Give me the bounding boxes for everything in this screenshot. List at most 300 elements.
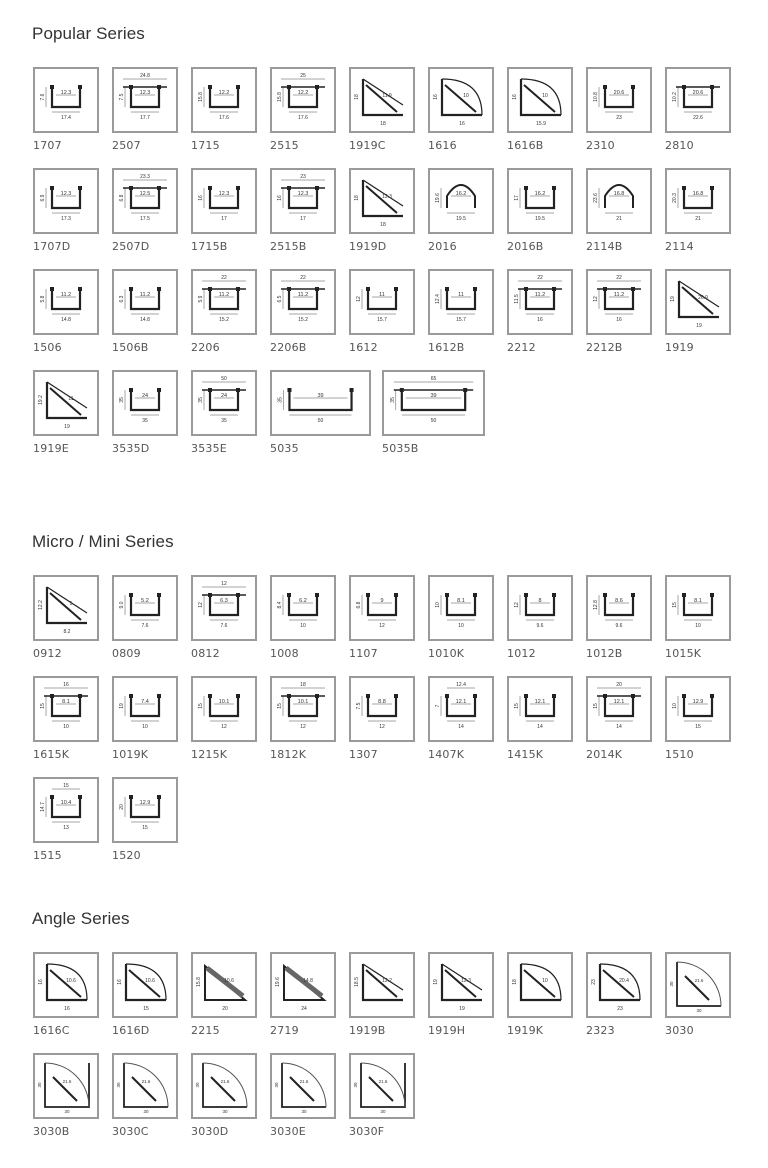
profile-diagram [428, 168, 494, 234]
svg-text:24: 24 [141, 393, 149, 399]
profile-code-label: 0809 [112, 647, 141, 660]
profile-item-1707[interactable] [33, 67, 99, 152]
profile-cross-section-icon [35, 779, 97, 841]
profile-item-3030c[interactable] [112, 1053, 178, 1138]
profile-item-3030f[interactable] [349, 1053, 415, 1138]
svg-text:35: 35 [142, 418, 148, 424]
profile-diagram [665, 952, 731, 1018]
profile-diagram [270, 67, 336, 133]
profile-code-label: 2114 [665, 240, 694, 253]
profile-code-label: 2212B [586, 341, 623, 354]
profile-code-label: 1506 [33, 341, 62, 354]
profile-cross-section-icon [351, 577, 413, 639]
profile-item-1919c[interactable] [349, 67, 415, 152]
profile-diagram [507, 952, 573, 1018]
profile-item-1019k[interactable] [112, 676, 178, 761]
svg-text:14: 14 [458, 724, 464, 730]
profile-item-1012[interactable] [507, 575, 573, 660]
profile-code-label: 3030 [665, 1024, 694, 1037]
svg-text:10.1: 10.1 [297, 699, 309, 705]
profile-item-2323[interactable] [586, 952, 652, 1037]
profile-diagram [112, 1053, 178, 1119]
profile-code-label: 3030F [349, 1125, 385, 1138]
svg-text:30: 30 [222, 1109, 228, 1114]
profile-cross-section-icon [430, 271, 492, 333]
profile-item-2114b[interactable] [586, 168, 652, 253]
profile-diagram [586, 676, 652, 742]
profile-cross-section-icon [667, 678, 729, 740]
profile-code-label: 2719 [270, 1024, 299, 1037]
svg-text:14.8: 14.8 [61, 317, 71, 323]
svg-text:16: 16 [117, 979, 123, 985]
profile-diagram [112, 269, 178, 335]
profile-item-2212b[interactable] [586, 269, 652, 354]
profile-diagram [33, 168, 99, 234]
svg-text:8.8: 8.8 [378, 699, 386, 705]
svg-text:12.2: 12.2 [38, 600, 44, 610]
profile-item-2507d[interactable] [112, 168, 178, 253]
profile-code-label: 2507D [112, 240, 150, 253]
svg-text:7.5: 7.5 [356, 702, 362, 710]
svg-text:8: 8 [538, 598, 542, 604]
svg-text:24.8: 24.8 [140, 73, 150, 79]
profile-code-label: 2215 [191, 1024, 220, 1037]
profile-item-1008[interactable] [270, 575, 336, 660]
svg-text:19: 19 [119, 703, 125, 709]
svg-text:11.9: 11.9 [382, 93, 392, 99]
profile-diagram [33, 269, 99, 335]
svg-text:22: 22 [221, 275, 227, 281]
svg-text:30: 30 [669, 981, 674, 987]
svg-text:16: 16 [512, 94, 518, 100]
profile-code-label: 1616B [507, 139, 544, 152]
svg-text:20: 20 [119, 804, 125, 810]
svg-text:20.6: 20.6 [613, 90, 625, 96]
svg-text:25: 25 [300, 73, 306, 79]
svg-text:12.2: 12.2 [218, 90, 230, 96]
profile-cross-section-icon [272, 1055, 334, 1117]
profile-code-label: 3535E [191, 442, 227, 455]
profile-diagram [665, 575, 731, 641]
profile-item-0809[interactable] [112, 575, 178, 660]
svg-text:12.1: 12.1 [613, 699, 625, 705]
profile-diagram [191, 952, 257, 1018]
profile-code-label: 2016B [507, 240, 544, 253]
profile-cross-section-icon [430, 678, 492, 740]
svg-text:6.3: 6.3 [220, 598, 228, 604]
svg-text:13: 13 [63, 825, 69, 831]
svg-text:21.6: 21.6 [694, 978, 704, 983]
profile-item-1520[interactable] [112, 777, 178, 862]
profile-diagram [507, 676, 573, 742]
profile-code-label: 1919 [665, 341, 694, 354]
svg-text:16.8: 16.8 [613, 191, 625, 197]
svg-text:30: 30 [37, 1082, 42, 1088]
profile-cross-section-icon [35, 271, 97, 333]
profile-item-2206[interactable] [191, 269, 257, 354]
profile-item-1919e[interactable] [33, 370, 99, 455]
profile-diagram [349, 67, 415, 133]
profile-diagram [191, 575, 257, 641]
svg-text:15: 15 [40, 703, 46, 709]
profile-item-1506b[interactable] [112, 269, 178, 354]
profile-code-label: 1008 [270, 647, 299, 660]
profile-code-label: 2810 [665, 139, 694, 152]
profile-code-label: 1707D [33, 240, 71, 253]
profile-diagram [270, 676, 336, 742]
profile-cross-section-icon [35, 69, 97, 131]
svg-text:7: 7 [435, 704, 441, 708]
svg-text:16: 16 [277, 195, 283, 201]
svg-text:21.6: 21.6 [220, 1079, 230, 1084]
svg-text:21: 21 [616, 216, 622, 222]
profile-item-2114[interactable] [665, 168, 731, 253]
svg-text:12.9: 12.9 [692, 699, 704, 705]
profile-item-1616c[interactable] [33, 952, 99, 1037]
profile-diagram [665, 168, 731, 234]
profile-item-0912[interactable] [33, 575, 99, 660]
svg-text:9.6: 9.6 [615, 623, 623, 629]
profile-code-label: 3535D [112, 442, 150, 455]
profile-item-1812k[interactable] [270, 676, 336, 761]
profile-diagram [349, 1053, 415, 1119]
profile-cross-section-icon [272, 372, 369, 434]
svg-text:10: 10 [695, 623, 701, 629]
profile-item-1612b[interactable] [428, 269, 494, 354]
profile-item-5035[interactable] [270, 370, 371, 455]
profile-code-label: 1415K [507, 748, 544, 761]
profile-item-1612[interactable] [349, 269, 415, 354]
profile-item-2014k[interactable] [586, 676, 652, 761]
svg-text:39: 39 [317, 393, 324, 399]
profile-cross-section-icon [588, 271, 650, 333]
profile-diagram [428, 269, 494, 335]
profile-cross-section-icon [667, 170, 729, 232]
profile-diagram [33, 575, 99, 641]
profile-cross-section-icon [588, 69, 650, 131]
profile-code-label: 2212 [507, 341, 536, 354]
svg-text:11.2: 11.2 [139, 292, 151, 298]
profile-cross-section-icon [351, 1055, 413, 1117]
svg-text:18: 18 [354, 94, 360, 100]
profile-item-1715[interactable] [191, 67, 257, 152]
svg-text:8.2: 8.2 [63, 629, 71, 635]
profile-item-1506[interactable] [33, 269, 99, 354]
svg-text:12.5: 12.5 [139, 191, 151, 197]
profile-item-1307[interactable] [349, 676, 415, 761]
profile-item-1616[interactable] [428, 67, 494, 152]
svg-text:17.6: 17.6 [298, 115, 308, 121]
svg-text:21.6: 21.6 [141, 1079, 151, 1084]
profile-cross-section-icon [35, 577, 97, 639]
profile-item-1919k[interactable] [507, 952, 573, 1037]
profile-item-1919[interactable] [665, 269, 731, 354]
profile-item-1919h[interactable] [428, 952, 494, 1037]
profile-code-label: 1010K [428, 647, 465, 660]
svg-text:12.3: 12.3 [297, 191, 309, 197]
svg-text:22: 22 [537, 275, 543, 281]
svg-text:11.2: 11.2 [60, 292, 72, 298]
profile-item-1010k[interactable] [428, 575, 494, 660]
profile-cross-section-icon [114, 271, 176, 333]
profile-item-1919b[interactable] [349, 952, 415, 1037]
svg-text:30: 30 [274, 1082, 279, 1088]
svg-text:17.5: 17.5 [140, 216, 150, 222]
profile-diagram [507, 575, 573, 641]
profile-cross-section-icon [114, 577, 176, 639]
svg-text:11: 11 [68, 396, 74, 402]
svg-text:18: 18 [380, 121, 386, 127]
svg-text:26.9: 26.9 [698, 295, 708, 301]
svg-text:16.2: 16.2 [534, 191, 546, 197]
profile-code-label: 1510 [665, 748, 694, 761]
profile-diagram [428, 575, 494, 641]
profile-item-5035b[interactable] [382, 370, 485, 455]
profile-diagram [191, 269, 257, 335]
profile-code-label: 1707 [33, 139, 62, 152]
profile-diagram [428, 676, 494, 742]
profile-item-1707d[interactable] [33, 168, 99, 253]
svg-text:22: 22 [616, 275, 622, 281]
profile-cross-section-icon [351, 271, 413, 333]
svg-text:19.5: 19.5 [456, 216, 466, 222]
profile-code-label: 2515B [270, 240, 307, 253]
svg-text:11.2: 11.2 [297, 292, 309, 298]
svg-text:7.6: 7.6 [141, 623, 149, 629]
svg-text:15.8: 15.8 [198, 92, 204, 102]
profile-cross-section-icon [272, 271, 334, 333]
profile-item-1715b[interactable] [191, 168, 257, 253]
profile-diagram [428, 952, 494, 1018]
profile-item-2515[interactable] [270, 67, 336, 152]
profile-item-1215k[interactable] [191, 676, 257, 761]
profile-item-1510[interactable] [665, 676, 731, 761]
svg-text:15.7: 15.7 [377, 317, 387, 323]
svg-text:12: 12 [221, 581, 227, 587]
svg-text:10: 10 [63, 724, 69, 730]
profile-item-3535d[interactable] [112, 370, 178, 455]
profile-diagram [191, 370, 257, 436]
svg-text:10.2: 10.2 [672, 92, 678, 102]
profile-cross-section-icon [384, 372, 483, 434]
profile-item-1107[interactable] [349, 575, 415, 660]
profile-item-2310[interactable] [586, 67, 652, 152]
profile-item-2515b[interactable] [270, 168, 336, 253]
svg-text:14: 14 [616, 724, 622, 730]
svg-text:8.1: 8.1 [62, 699, 70, 705]
svg-text:10: 10 [435, 602, 441, 608]
svg-text:20.4: 20.4 [619, 978, 629, 984]
svg-text:19.6: 19.6 [275, 977, 281, 987]
profile-cross-section-icon [509, 954, 571, 1016]
svg-text:19: 19 [696, 323, 702, 329]
profile-cross-section-icon [509, 69, 571, 131]
svg-text:8.6: 8.6 [615, 598, 623, 604]
svg-text:15.2: 15.2 [219, 317, 229, 323]
profile-cross-section-icon [351, 69, 413, 131]
profile-item-2206b[interactable] [270, 269, 336, 354]
svg-text:17: 17 [514, 195, 520, 201]
profile-code-label: 0812 [191, 647, 220, 660]
svg-text:23: 23 [617, 1006, 623, 1012]
profile-code-label: 2114B [586, 240, 623, 253]
svg-text:35: 35 [389, 397, 396, 403]
profile-cross-section-icon [272, 577, 334, 639]
profile-item-2215[interactable] [191, 952, 257, 1037]
profile-diagram [665, 269, 731, 335]
svg-text:14.8: 14.8 [140, 317, 150, 323]
profile-code-label: 1919D [349, 240, 387, 253]
svg-text:7.6: 7.6 [40, 93, 46, 101]
profile-item-2719[interactable] [270, 952, 336, 1037]
svg-text:16: 16 [459, 121, 465, 127]
profile-cross-section-icon [509, 170, 571, 232]
svg-text:39: 39 [430, 393, 437, 399]
profile-item-2212[interactable] [507, 269, 573, 354]
profile-cross-section-icon [114, 1055, 176, 1117]
svg-text:19: 19 [459, 1006, 465, 1012]
profile-item-1407k[interactable] [428, 676, 494, 761]
svg-text:35: 35 [277, 397, 284, 403]
svg-text:50: 50 [430, 418, 437, 424]
svg-text:11.5: 11.5 [514, 294, 520, 304]
svg-text:12: 12 [379, 623, 385, 629]
profile-item-1616d[interactable] [112, 952, 178, 1037]
svg-text:6.2: 6.2 [299, 598, 307, 604]
svg-text:21.6: 21.6 [378, 1079, 388, 1084]
profile-item-1415k[interactable] [507, 676, 573, 761]
svg-text:16: 16 [198, 195, 204, 201]
svg-text:17.4: 17.4 [61, 115, 71, 121]
profile-code-label: 1612 [349, 341, 378, 354]
svg-text:10: 10 [672, 703, 678, 709]
svg-text:16: 16 [433, 94, 439, 100]
svg-text:12: 12 [300, 724, 306, 730]
svg-text:17.6: 17.6 [219, 115, 229, 121]
profile-code-label: 2323 [586, 1024, 615, 1037]
svg-text:8.1: 8.1 [457, 598, 465, 604]
profile-cross-section-icon [272, 69, 334, 131]
profile-item-1515[interactable] [33, 777, 99, 862]
svg-text:18: 18 [380, 222, 386, 228]
profile-item-2810[interactable] [665, 67, 731, 152]
svg-text:18: 18 [354, 195, 360, 201]
svg-text:15: 15 [672, 602, 678, 608]
section-title-popular: Popular Series [32, 24, 145, 43]
svg-text:30: 30 [353, 1082, 358, 1088]
profile-cross-section-icon [114, 678, 176, 740]
svg-text:9: 9 [380, 598, 384, 604]
profile-diagram [349, 269, 415, 335]
profile-cross-section-icon [35, 170, 97, 232]
profile-code-label: 1616 [428, 139, 457, 152]
profile-code-label: 0912 [33, 647, 62, 660]
profile-item-1919d[interactable] [349, 168, 415, 253]
svg-text:50: 50 [221, 376, 227, 382]
svg-text:10.1: 10.1 [218, 699, 230, 705]
svg-text:12: 12 [221, 724, 227, 730]
svg-text:12.2: 12.2 [382, 978, 392, 984]
profile-item-1012b[interactable] [586, 575, 652, 660]
profile-code-label: 1616D [112, 1024, 150, 1037]
svg-text:30: 30 [64, 1109, 70, 1114]
profile-item-2507[interactable] [112, 67, 178, 152]
profile-item-1615k[interactable] [33, 676, 99, 761]
profile-diagram [349, 575, 415, 641]
profile-diagram [112, 370, 178, 436]
section-title-micro: Micro / Mini Series [32, 532, 174, 551]
profile-cross-section-icon [193, 678, 255, 740]
svg-text:12: 12 [514, 602, 520, 608]
svg-text:20.6: 20.6 [692, 90, 704, 96]
profile-code-label: 2206B [270, 341, 307, 354]
svg-text:15: 15 [198, 703, 204, 709]
svg-text:15: 15 [143, 1006, 149, 1012]
profile-code-label: 1515 [33, 849, 62, 862]
profile-diagram [382, 370, 485, 436]
profile-diagram [270, 269, 336, 335]
svg-text:6.8: 6.8 [356, 601, 362, 609]
profile-code-label: 1919E [33, 442, 69, 455]
profile-item-0812[interactable] [191, 575, 257, 660]
svg-text:10: 10 [458, 623, 464, 629]
profile-item-1015k[interactable] [665, 575, 731, 660]
svg-text:12.1: 12.1 [455, 699, 467, 705]
svg-text:6.5: 6.5 [277, 295, 283, 303]
profile-item-3030d[interactable] [191, 1053, 257, 1138]
profile-cross-section-icon [114, 954, 176, 1016]
profile-diagram [33, 1053, 99, 1119]
svg-text:14.7: 14.7 [40, 802, 46, 812]
svg-text:5.2: 5.2 [141, 598, 149, 604]
profile-item-3030b[interactable] [33, 1053, 99, 1138]
profile-cross-section-icon [430, 170, 492, 232]
profile-cross-section-icon [588, 954, 650, 1016]
svg-text:10: 10 [300, 623, 306, 629]
profile-diagram [33, 777, 99, 843]
svg-text:14: 14 [537, 724, 543, 730]
profile-item-2016[interactable] [428, 168, 494, 253]
svg-text:12.3: 12.3 [60, 191, 72, 197]
profile-diagram [191, 1053, 257, 1119]
svg-text:30: 30 [195, 1082, 200, 1088]
svg-text:7.6: 7.6 [220, 623, 228, 629]
svg-text:23: 23 [591, 979, 597, 985]
svg-text:15.8: 15.8 [196, 977, 202, 987]
svg-text:16.8: 16.8 [692, 191, 704, 197]
profile-cross-section-icon [588, 577, 650, 639]
profile-item-3535e[interactable] [191, 370, 257, 455]
profile-item-3030e[interactable] [270, 1053, 336, 1138]
profile-item-3030[interactable] [665, 952, 731, 1037]
svg-text:12.4: 12.4 [435, 294, 441, 304]
profile-diagram [33, 952, 99, 1018]
profile-code-label: 1015K [665, 647, 702, 660]
svg-text:12: 12 [356, 296, 362, 302]
svg-text:16.2: 16.2 [455, 191, 467, 197]
profile-code-label: 1919B [349, 1024, 386, 1037]
svg-text:15: 15 [63, 783, 69, 789]
profile-cross-section-icon [351, 954, 413, 1016]
svg-text:6.3: 6.3 [119, 295, 125, 303]
profile-diagram [586, 575, 652, 641]
profile-code-label: 2206 [191, 341, 220, 354]
profile-code-label: 1919C [349, 139, 386, 152]
profile-item-1616b[interactable] [507, 67, 573, 152]
profile-code-label: 1012B [586, 647, 623, 660]
profile-item-2016b[interactable] [507, 168, 573, 253]
profile-code-label: 1215K [191, 748, 228, 761]
